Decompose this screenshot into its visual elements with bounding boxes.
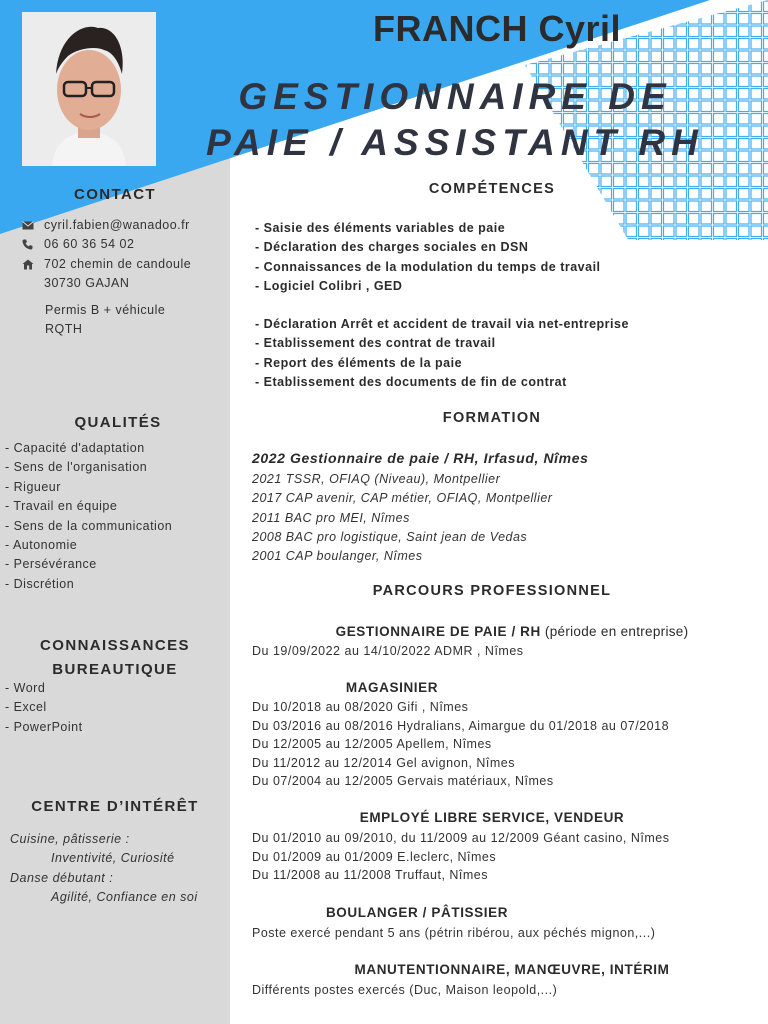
formation-heading: FORMATION [442,410,542,426]
job-title-line-2: PAIE / ASSISTANT RH [206,122,704,163]
interet-line: Cuisine, pâtisserie : [10,832,130,846]
contact-address-row [22,255,227,294]
competences-list-2 [255,315,755,392]
qualites-heading: QUALITÉS [74,414,162,431]
list-item: - Word [5,681,46,695]
formation-main: 2022 Gestionnaire de paie / RH, Irfasud, Nîmes [252,450,589,466]
formation-list [252,470,762,566]
job-title-line-1: GESTIONNAIRE DE [238,76,672,117]
list-item: - Sens de l'organisation [5,460,148,475]
list-item: - Travail en équipe [5,499,118,514]
job-title-magasinier: MAGASINIER [345,680,439,695]
contact-extra [45,301,225,340]
mail-icon [22,216,38,235]
list-item: - Etablissement des contrat de travail [255,336,496,351]
list-item: 2008 BAC pro logistique, Saint jean de Vedas [252,529,528,544]
contact-phone[interactable]: 06 60 36 54 02 [44,237,135,252]
interet-line: Agilité, Confiance en soi [51,889,198,904]
bureautique-heading [0,634,230,682]
job-title-vendeur: EMPLOYÉ LIBRE SERVICE, VENDEUR [359,810,625,825]
list-item: - Etablissement des documents de fin de contrat [255,374,567,389]
competences-list-1 [255,219,755,296]
driving-licence: Permis B + véhicule [45,303,166,317]
contact-phone-row [22,235,227,254]
job-lines-manutentionnaire [252,981,762,1000]
list-item: 2017 CAP avenir, CAP métier, OFIAQ, Montpellier [252,491,553,506]
phone-icon [22,235,38,254]
list-item: Différents postes exercés (Duc, Maison leopold,...) [252,983,558,997]
bureautique-heading-line-1: CONNAISSANCES [40,637,190,654]
list-item: - Capacité d'adaptation [5,441,145,455]
job-title-boulanger: BOULANGER / PÂTISSIER [325,905,509,920]
job-title-text: GESTIONNAIRE DE PAIE / RH [335,624,541,639]
list-item: - Persévérance [5,557,97,572]
competences-heading: COMPÉTENCES [428,181,556,197]
rqth-status: RQTH [45,322,83,337]
candidate-name: FRANCH Cyril [372,8,621,49]
list-item: Du 10/2018 au 08/2020 Gifi , Nîmes [252,700,469,714]
list-item: - Logiciel Colibri , GED [255,278,403,293]
job-lines-vendeur [252,829,762,885]
contact-heading: CONTACT [73,186,156,203]
list-item: 2011 BAC pro MEI, Nîmes [252,510,410,525]
list-item: - Sens de la communication [5,518,173,533]
list-item: - Connaissances de la modulation du temps de travail [255,259,601,274]
parcours-heading: PARCOURS PROFESSIONNEL [372,583,612,599]
list-item: - Discrétion [5,576,75,591]
list-item: Du 03/2016 au 08/2016 Hydralians, Aimargue du 01/2018 au 07/2018 [252,718,670,733]
list-item: 2021 TSSR, OFIAQ (Niveau), Montpellier [252,472,501,486]
interets-heading: CENTRE D’INTÉRÊT [31,798,199,815]
bureautique-heading-line-2: BUREAUTIQUE [52,661,178,678]
job-title-note: (période en entreprise) [540,624,689,639]
list-item: Du 01/2010 au 09/2010, du 11/2009 au 12/2009 Géant casino, Nîmes [252,831,670,845]
job-title [172,74,738,166]
contact-address-line-2: 30730 GAJAN [44,276,130,291]
profile-photo [22,12,156,166]
list-item: 2001 CAP boulanger, Nîmes [252,549,423,564]
interet-line: Inventivité, Curiosité [51,851,175,866]
job-lines-magasinier [252,698,762,791]
list-item: Du 11/2008 au 11/2008 Truffaut, Nîmes [252,868,489,882]
job-title-payroll [312,624,712,639]
job-lines-boulanger [252,924,762,943]
contact-email-row [22,216,227,235]
job-lines-payroll [252,642,762,661]
list-item: - Rigueur [5,479,61,494]
list-item: - Déclaration Arrêt et accident de travail via net-entreprise [255,317,629,331]
list-item: - Saisie des éléments variables de paie [255,221,506,235]
list-item: Du 01/2009 au 01/2009 E.leclerc, Nîmes [252,849,497,864]
qualites-list [5,439,227,594]
list-item: - Autonomie [5,538,78,553]
job-title-manutentionnaire: MANUTENTIONNAIRE, MANŒUVRE, INTÉRIM [354,962,670,977]
list-item: - Déclaration des charges sociales en DSN [255,240,529,255]
list-item: Du 07/2004 au 12/2005 Gervais matériaux, Nîmes [252,774,554,788]
interet-line: Danse débutant : [10,870,114,885]
list-item: Du 11/2012 au 12/2014 Gel avignon, Nîmes [252,755,515,770]
list-item: Du 12/2005 au 12/2005 Apellem, Nîmes [252,737,492,751]
interets-list [10,830,228,907]
list-item: - Report des éléments de la paie [255,355,463,370]
list-item: Poste exercé pendant 5 ans (pétrin ribérou, aux péchés mignon,...) [252,926,656,940]
bureautique-list [5,679,227,737]
contact-address-line-1: 702 chemin de candoule [44,256,192,271]
contact-section [22,216,227,294]
list-item: - PowerPoint [5,719,83,734]
list-item: - Excel [5,700,47,715]
list-item: Du 19/09/2022 au 14/10/2022 ADMR , Nîmes [252,644,524,658]
contact-email[interactable]: cyril.fabien@wanadoo.fr [44,218,190,232]
home-icon [22,255,38,274]
